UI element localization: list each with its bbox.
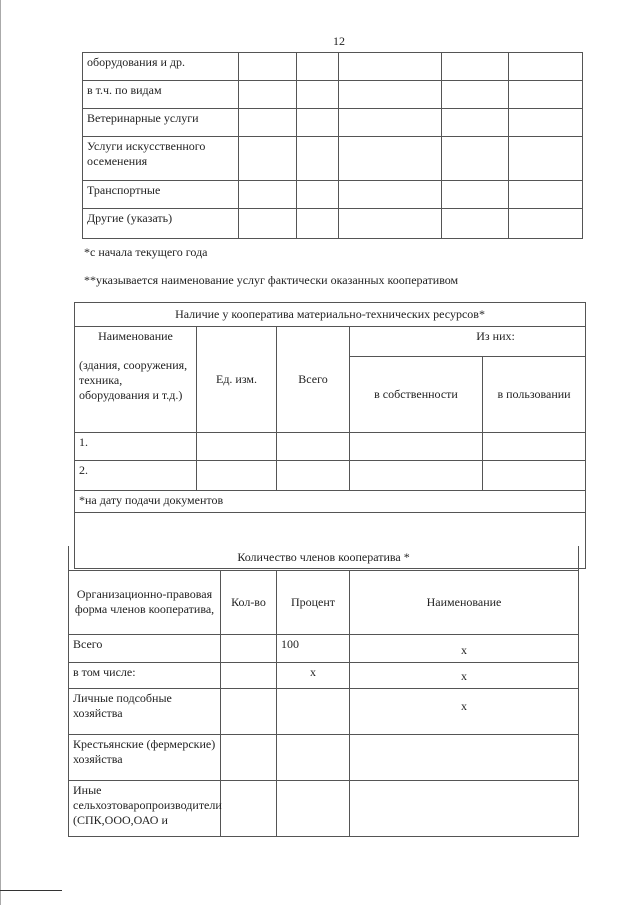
members-row-percent: [277, 780, 350, 836]
members-row-label: Личные подсобные хозяйства: [69, 688, 221, 734]
services-table: [82, 52, 583, 239]
members-title: Количество членов кооператива *: [69, 546, 579, 570]
members-row-label: в том числе:: [69, 662, 221, 688]
resources-col-used: в пользовании: [483, 357, 586, 433]
resources-col-name-desc: (здания, сооружения, техника, оборудования и т.д.): [79, 358, 188, 402]
resources-col-of-them: Из них:: [350, 327, 586, 357]
members-row-name: х: [350, 688, 579, 734]
members-col-percent: Процент: [277, 570, 350, 634]
members-col-name: Наименование: [350, 570, 579, 634]
services-row-label: Другие (указать): [83, 209, 239, 239]
resources-table: [74, 302, 586, 569]
services-row-label: Ветеринарные услуги: [83, 109, 239, 137]
resources-col-unit: Ед. изм.: [197, 327, 277, 433]
resources-row-label: 1.: [75, 433, 197, 461]
bottom-rule: [0, 890, 62, 891]
members-row-percent: [277, 688, 350, 734]
page-number: 12: [333, 34, 345, 48]
resources-title: Наличие у кооператива материально-технических ресурсов*: [75, 303, 586, 327]
resources-col-total: Всего: [277, 327, 350, 433]
members-row-label: Крестьянские (фермерские) хозяйства: [69, 734, 221, 780]
members-row-name: х: [350, 634, 579, 662]
services-row-label: Транспортные: [83, 181, 239, 209]
members-col-form: Организационно-правовая форма членов кооператива,: [69, 570, 221, 634]
members-row-percent: [277, 734, 350, 780]
members-row-name: [350, 734, 579, 780]
members-row-percent: 100: [277, 634, 350, 662]
services-row-label: в т.ч. по видам: [83, 81, 239, 109]
services-row-label: Услуги искусственного осеменения: [83, 137, 239, 181]
note-current-year: *с начала текущего года: [84, 245, 208, 259]
members-col-count: Кол-во: [221, 570, 277, 634]
members-row-name: [350, 780, 579, 836]
members-row-percent: х: [277, 662, 350, 688]
members-table: [68, 546, 579, 837]
scan-edge: [0, 0, 1, 905]
resources-row-label: 2.: [75, 461, 197, 491]
services-row-label: оборудования и др.: [83, 53, 239, 81]
members-row-name: х: [350, 662, 579, 688]
note-services: **указывается наименование услуг фактически оказанных кооперативом: [84, 273, 459, 287]
members-row-label: Всего: [69, 634, 221, 662]
resources-col-owned: в собственности: [350, 357, 483, 433]
resources-col-name-title: Наименование: [98, 329, 173, 343]
resources-col-name: [75, 327, 197, 433]
resources-footnote: *на дату подачи документов: [75, 491, 586, 513]
members-row-label: Иные сельхозтоваропроизводители (СПК,ООО,ОАО и: [69, 780, 221, 836]
